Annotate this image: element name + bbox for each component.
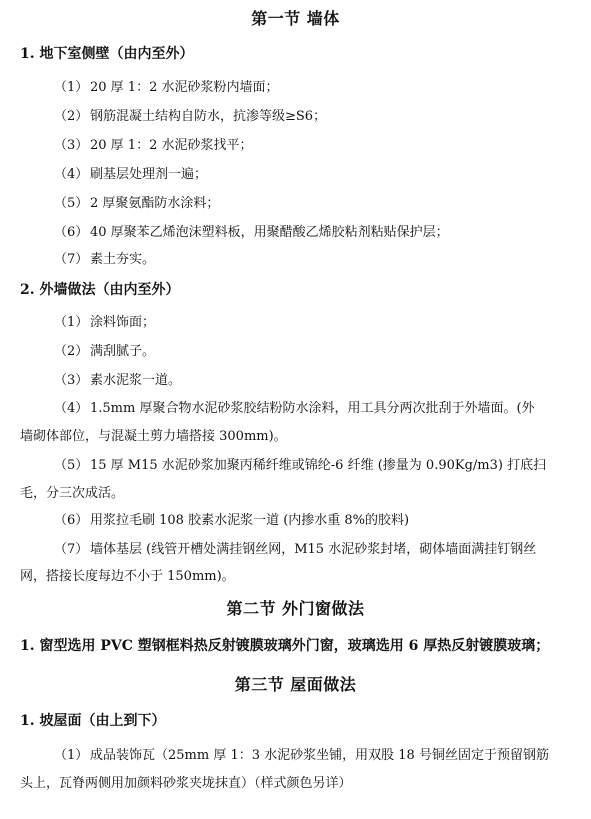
item-text: 1.5mm 厚聚合物水泥砂浆胶结粉防水涂料，用工具分两次批刮于外墙面。(外 — [90, 401, 535, 416]
item-text: 满刮腻子。 — [90, 344, 156, 359]
item-text: 成品装饰瓦（25mm 厚 1：3 水泥砂浆坐铺，用双股 18 号铜丝固定于预留钢筋 — [90, 748, 549, 763]
item-number: （1） — [54, 80, 89, 95]
item-text: 涂料饰面； — [90, 315, 156, 330]
item-number: （3） — [54, 373, 89, 388]
list-item — [54, 456, 546, 476]
item-number: （7） — [54, 252, 89, 267]
item-number: （7） — [54, 542, 89, 557]
item-continuation: 头上，瓦脊两侧用加颜料砂浆夹垅抹直）（样式颜色另详） — [20, 776, 352, 791]
list-item — [54, 78, 278, 98]
section-title-windows: 第二节 外门窗做法 — [226, 599, 365, 618]
item-text: 钢筋混凝土结构自防水，抗渗等级≥S6； — [90, 109, 327, 124]
list-item — [54, 313, 155, 333]
heading-basement-wall: 1. 地下室侧壁（由内至外） — [20, 46, 194, 62]
item-text: 刷基层处理剂一遍； — [90, 167, 208, 182]
item-number: （4） — [54, 401, 89, 416]
list-item — [54, 371, 181, 391]
item-text: 20 厚 1：2 水泥砂浆粉内墙面； — [90, 80, 279, 95]
item-number: （2） — [54, 109, 89, 124]
item-text: 2 厚聚氨酯防水涂料； — [90, 196, 220, 211]
heading-window-type: 1. 窗型选用 PVC 塑钢框料热反射镀膜玻璃外门窗，玻璃选用 6 厚热反射镀膜玻璃； — [20, 638, 550, 654]
item-text: 素土夯实。 — [90, 252, 156, 267]
item-text: 40 厚聚苯乙烯泡沫塑料板，用聚醋酸乙烯胶粘剂粘贴保护层； — [90, 225, 449, 240]
section-title-walls: 第一节 墙体 — [251, 9, 340, 28]
item-text: 20 厚 1：2 水泥砂浆找平； — [90, 138, 253, 153]
item-number: （6） — [54, 225, 89, 240]
heading-exterior-wall: 2. 外墙做法（由内至外） — [20, 282, 180, 298]
list-item — [54, 250, 155, 270]
item-continuation: 网，搭接长度每边不小于 150mm)。 — [20, 569, 235, 584]
item-text: 素水泥浆一道。 — [90, 373, 182, 388]
list-item — [54, 194, 219, 214]
item-text: 15 厚 M15 水泥砂浆加聚丙稀纤维或锦纶-6 纤维 (掺量为 0.90Kg/m3) 打底扫 — [90, 458, 547, 473]
list-item — [54, 107, 326, 127]
item-number: （2） — [54, 344, 89, 359]
item-number: （5） — [54, 196, 89, 211]
list-item — [54, 511, 409, 531]
heading-pitched-roof: 1. 坡屋面（由上到下） — [20, 713, 166, 729]
list-item — [54, 342, 155, 362]
item-number: （4） — [54, 167, 89, 182]
section-title-roof: 第三节 屋面做法 — [234, 675, 357, 694]
item-continuation: 墙砌体部位，与混凝土剪力墙搭接 300mm)。 — [20, 429, 287, 444]
item-text: 墙体基层 (线管开槽处满挂钢丝网，M15 水泥砂浆封堵，砌体墙面满挂钉钢丝 — [90, 542, 537, 557]
list-item — [54, 399, 535, 419]
list-item — [54, 540, 536, 560]
item-continuation: 毛，分三次成活。 — [20, 486, 125, 501]
item-number: （1） — [54, 748, 89, 763]
item-text: 用浆拉毛刷 108 胶素水泥浆一道 (内掺水重 8%的胶料) — [90, 513, 410, 528]
list-item — [54, 165, 207, 185]
list-item — [54, 223, 449, 243]
item-number: （5） — [54, 458, 89, 473]
item-number: （6） — [54, 513, 89, 528]
item-number: （1） — [54, 315, 89, 330]
item-number: （3） — [54, 138, 89, 153]
list-item — [54, 136, 252, 156]
list-item — [54, 746, 549, 766]
